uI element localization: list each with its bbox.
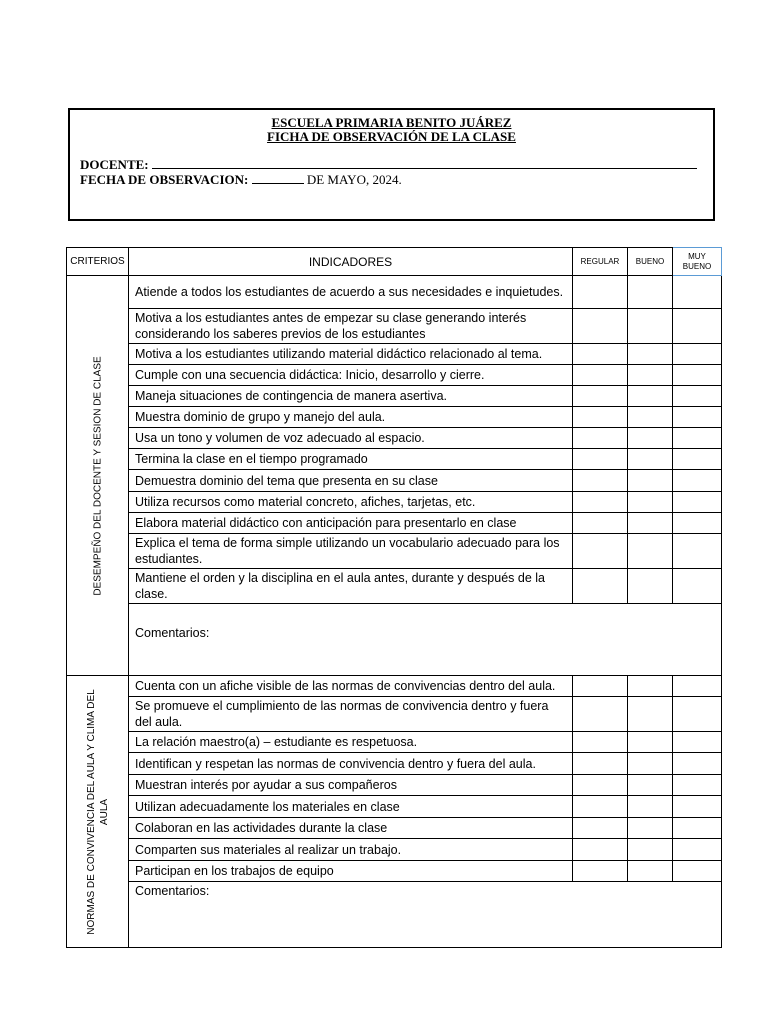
indicator-text: Identifican y respetan las normas de convivencia dentro y fuera del aula. xyxy=(129,753,573,775)
muy-bueno-cell[interactable] xyxy=(673,861,722,882)
indicator-text: Elabora material didáctico con anticipación para presentarlo en clase xyxy=(129,513,573,534)
bueno-cell[interactable] xyxy=(628,796,673,818)
regular-cell[interactable] xyxy=(573,676,628,697)
muy-bueno-cell[interactable] xyxy=(673,796,722,818)
indicator-text: Comparten sus materiales al realizar un trabajo. xyxy=(129,839,573,861)
col-criterios: CRITERIOS xyxy=(67,248,129,276)
observation-table xyxy=(66,247,722,948)
docente-label: DOCENTE: xyxy=(80,157,149,172)
bueno-cell[interactable] xyxy=(628,449,673,470)
regular-cell[interactable] xyxy=(573,428,628,449)
muy-bueno-cell[interactable] xyxy=(673,470,722,492)
bueno-cell[interactable] xyxy=(628,309,673,344)
regular-cell[interactable] xyxy=(573,407,628,428)
regular-cell[interactable] xyxy=(573,492,628,513)
muy-bueno-cell[interactable] xyxy=(673,513,722,534)
table-row xyxy=(67,732,722,753)
regular-cell[interactable] xyxy=(573,839,628,861)
comments-row xyxy=(67,882,722,948)
indicator-text: Demuestra dominio del tema que presenta en su clase xyxy=(129,470,573,492)
docente-field[interactable] xyxy=(152,157,697,169)
regular-cell[interactable] xyxy=(573,796,628,818)
fecha-label: FECHA DE OBSERVACION: xyxy=(80,172,249,187)
indicator-text: Cumple con una secuencia didáctica: Inicio, desarrollo y cierre. xyxy=(129,365,573,386)
muy-bueno-cell[interactable] xyxy=(673,344,722,365)
criterio-normas-label: NORMAS DE CONVIVENCIA DEL AULA Y CLIMA DEL AULA xyxy=(85,688,110,935)
muy-bueno-cell[interactable] xyxy=(673,309,722,344)
indicator-text: Colaboran en las actividades durante la clase xyxy=(129,818,573,839)
bueno-cell[interactable] xyxy=(628,407,673,428)
indicator-text: Motiva a los estudiantes utilizando material didáctico relacionado al tema. xyxy=(129,344,573,365)
regular-cell[interactable] xyxy=(573,470,628,492)
bueno-cell[interactable] xyxy=(628,513,673,534)
bueno-cell[interactable] xyxy=(628,818,673,839)
indicator-text: Muestran interés por ayudar a sus compañeros xyxy=(129,775,573,796)
regular-cell[interactable] xyxy=(573,276,628,309)
regular-cell[interactable] xyxy=(573,775,628,796)
bueno-cell[interactable] xyxy=(628,386,673,407)
indicator-text: Motiva a los estudiantes antes de empezar su clase generando interés considerando los saberes previos de los estudiantes xyxy=(129,309,573,344)
school-name: ESCUELA PRIMARIA BENITO JUÁREZ xyxy=(271,115,512,130)
table-row xyxy=(67,818,722,839)
regular-cell[interactable] xyxy=(573,365,628,386)
bueno-cell[interactable] xyxy=(628,676,673,697)
fecha-suffix: DE MAYO, 2024. xyxy=(306,172,402,187)
bueno-cell[interactable] xyxy=(628,470,673,492)
table-row xyxy=(67,386,722,407)
col-indicadores: INDICADORES xyxy=(129,248,573,276)
muy-bueno-cell[interactable] xyxy=(673,428,722,449)
table-row xyxy=(67,365,722,386)
table-row xyxy=(67,796,722,818)
muy-bueno-cell[interactable] xyxy=(673,753,722,775)
comments-label: Comentarios: xyxy=(135,626,210,640)
col-regular: REGULAR xyxy=(573,248,628,276)
muy-bueno-cell[interactable] xyxy=(673,492,722,513)
regular-cell[interactable] xyxy=(573,732,628,753)
table-row xyxy=(67,513,722,534)
table-row xyxy=(67,753,722,775)
table-row xyxy=(67,449,722,470)
muy-bueno-cell[interactable] xyxy=(673,534,722,569)
indicator-text: Explica el tema de forma simple utilizando un vocabulario adecuado para los estudiantes. xyxy=(129,534,573,569)
regular-cell[interactable] xyxy=(573,386,628,407)
criterio-normas xyxy=(67,676,129,948)
table-row xyxy=(67,276,722,309)
muy-bueno-cell[interactable] xyxy=(673,386,722,407)
bueno-cell[interactable] xyxy=(628,753,673,775)
table-row xyxy=(67,309,722,344)
table-row xyxy=(67,697,722,732)
regular-cell[interactable] xyxy=(573,818,628,839)
comments-field-1[interactable] xyxy=(129,604,722,676)
table-row xyxy=(67,569,722,604)
indicator-text: Usa un tono y volumen de voz adecuado al espacio. xyxy=(129,428,573,449)
muy-bueno-cell[interactable] xyxy=(673,569,722,604)
table-row xyxy=(67,428,722,449)
indicator-text: Atiende a todos los estudiantes de acuerdo a sus necesidades e inquietudes. xyxy=(129,276,573,309)
regular-cell[interactable] xyxy=(573,534,628,569)
indicator-text: Cuenta con un afiche visible de las normas de convivencias dentro del aula. xyxy=(129,676,573,697)
bueno-cell[interactable] xyxy=(628,569,673,604)
muy-bueno-cell[interactable] xyxy=(673,775,722,796)
docente-line xyxy=(80,157,697,172)
table-header-row xyxy=(67,248,722,276)
form-title: FICHA DE OBSERVACIÓN DE LA CLASE xyxy=(267,129,516,144)
col-muy-bueno: MUY BUENO xyxy=(673,248,722,276)
indicator-text: Utilizan adecuadamente los materiales en clase xyxy=(129,796,573,818)
regular-cell[interactable] xyxy=(573,569,628,604)
fecha-line xyxy=(80,172,402,187)
indicator-text: Muestra dominio de grupo y manejo del aula. xyxy=(129,407,573,428)
bueno-cell[interactable] xyxy=(628,534,673,569)
muy-bueno-cell[interactable] xyxy=(673,732,722,753)
bueno-cell[interactable] xyxy=(628,428,673,449)
comments-field-2[interactable] xyxy=(129,882,722,948)
muy-bueno-cell[interactable] xyxy=(673,676,722,697)
muy-bueno-cell[interactable] xyxy=(673,839,722,861)
fecha-day-field[interactable] xyxy=(252,172,304,184)
regular-cell[interactable] xyxy=(573,861,628,882)
table-row xyxy=(67,492,722,513)
bueno-cell[interactable] xyxy=(628,775,673,796)
bueno-cell[interactable] xyxy=(628,344,673,365)
table-row xyxy=(67,676,722,697)
table-row xyxy=(67,407,722,428)
regular-cell[interactable] xyxy=(573,753,628,775)
regular-cell[interactable] xyxy=(573,513,628,534)
bueno-cell[interactable] xyxy=(628,839,673,861)
table-row xyxy=(67,534,722,569)
regular-cell[interactable] xyxy=(573,449,628,470)
indicator-text: Se promueve el cumplimiento de las normas de convivencia dentro y fuera del aula. xyxy=(129,697,573,732)
muy-bueno-cell[interactable] xyxy=(673,818,722,839)
indicator-text: La relación maestro(a) – estudiante es respetuosa. xyxy=(129,732,573,753)
bueno-cell[interactable] xyxy=(628,697,673,732)
indicator-text: Maneja situaciones de contingencia de manera asertiva. xyxy=(129,386,573,407)
bueno-cell[interactable] xyxy=(628,276,673,309)
header-box xyxy=(68,108,715,221)
muy-bueno-cell[interactable] xyxy=(673,449,722,470)
criterio-desempeno-label: DESEMPEÑO DEL DOCENTE Y SESION DE CLASE xyxy=(92,355,103,596)
indicator-text: Utiliza recursos como material concreto, afiches, tarjetas, etc. xyxy=(129,492,573,513)
criterio-desempeno xyxy=(67,276,129,676)
regular-cell[interactable] xyxy=(573,697,628,732)
muy-bueno-cell[interactable] xyxy=(673,276,722,309)
muy-bueno-cell[interactable] xyxy=(673,365,722,386)
regular-cell[interactable] xyxy=(573,344,628,365)
muy-bueno-cell[interactable] xyxy=(673,407,722,428)
indicator-text: Mantiene el orden y la disciplina en el aula antes, durante y después de la clase. xyxy=(129,569,573,604)
table-row xyxy=(67,344,722,365)
table-row xyxy=(67,839,722,861)
bueno-cell[interactable] xyxy=(628,861,673,882)
table-row xyxy=(67,775,722,796)
bueno-cell[interactable] xyxy=(628,365,673,386)
muy-bueno-cell[interactable] xyxy=(673,697,722,732)
table-row xyxy=(67,861,722,882)
indicator-text: Termina la clase en el tiempo programado xyxy=(129,449,573,470)
regular-cell[interactable] xyxy=(573,309,628,344)
comments-label: Comentarios: xyxy=(135,884,210,898)
comments-row xyxy=(67,604,722,676)
table-row xyxy=(67,470,722,492)
bueno-cell[interactable] xyxy=(628,732,673,753)
bueno-cell[interactable] xyxy=(628,492,673,513)
indicator-text: Participan en los trabajos de equipo xyxy=(129,861,573,882)
col-bueno: BUENO xyxy=(628,248,673,276)
